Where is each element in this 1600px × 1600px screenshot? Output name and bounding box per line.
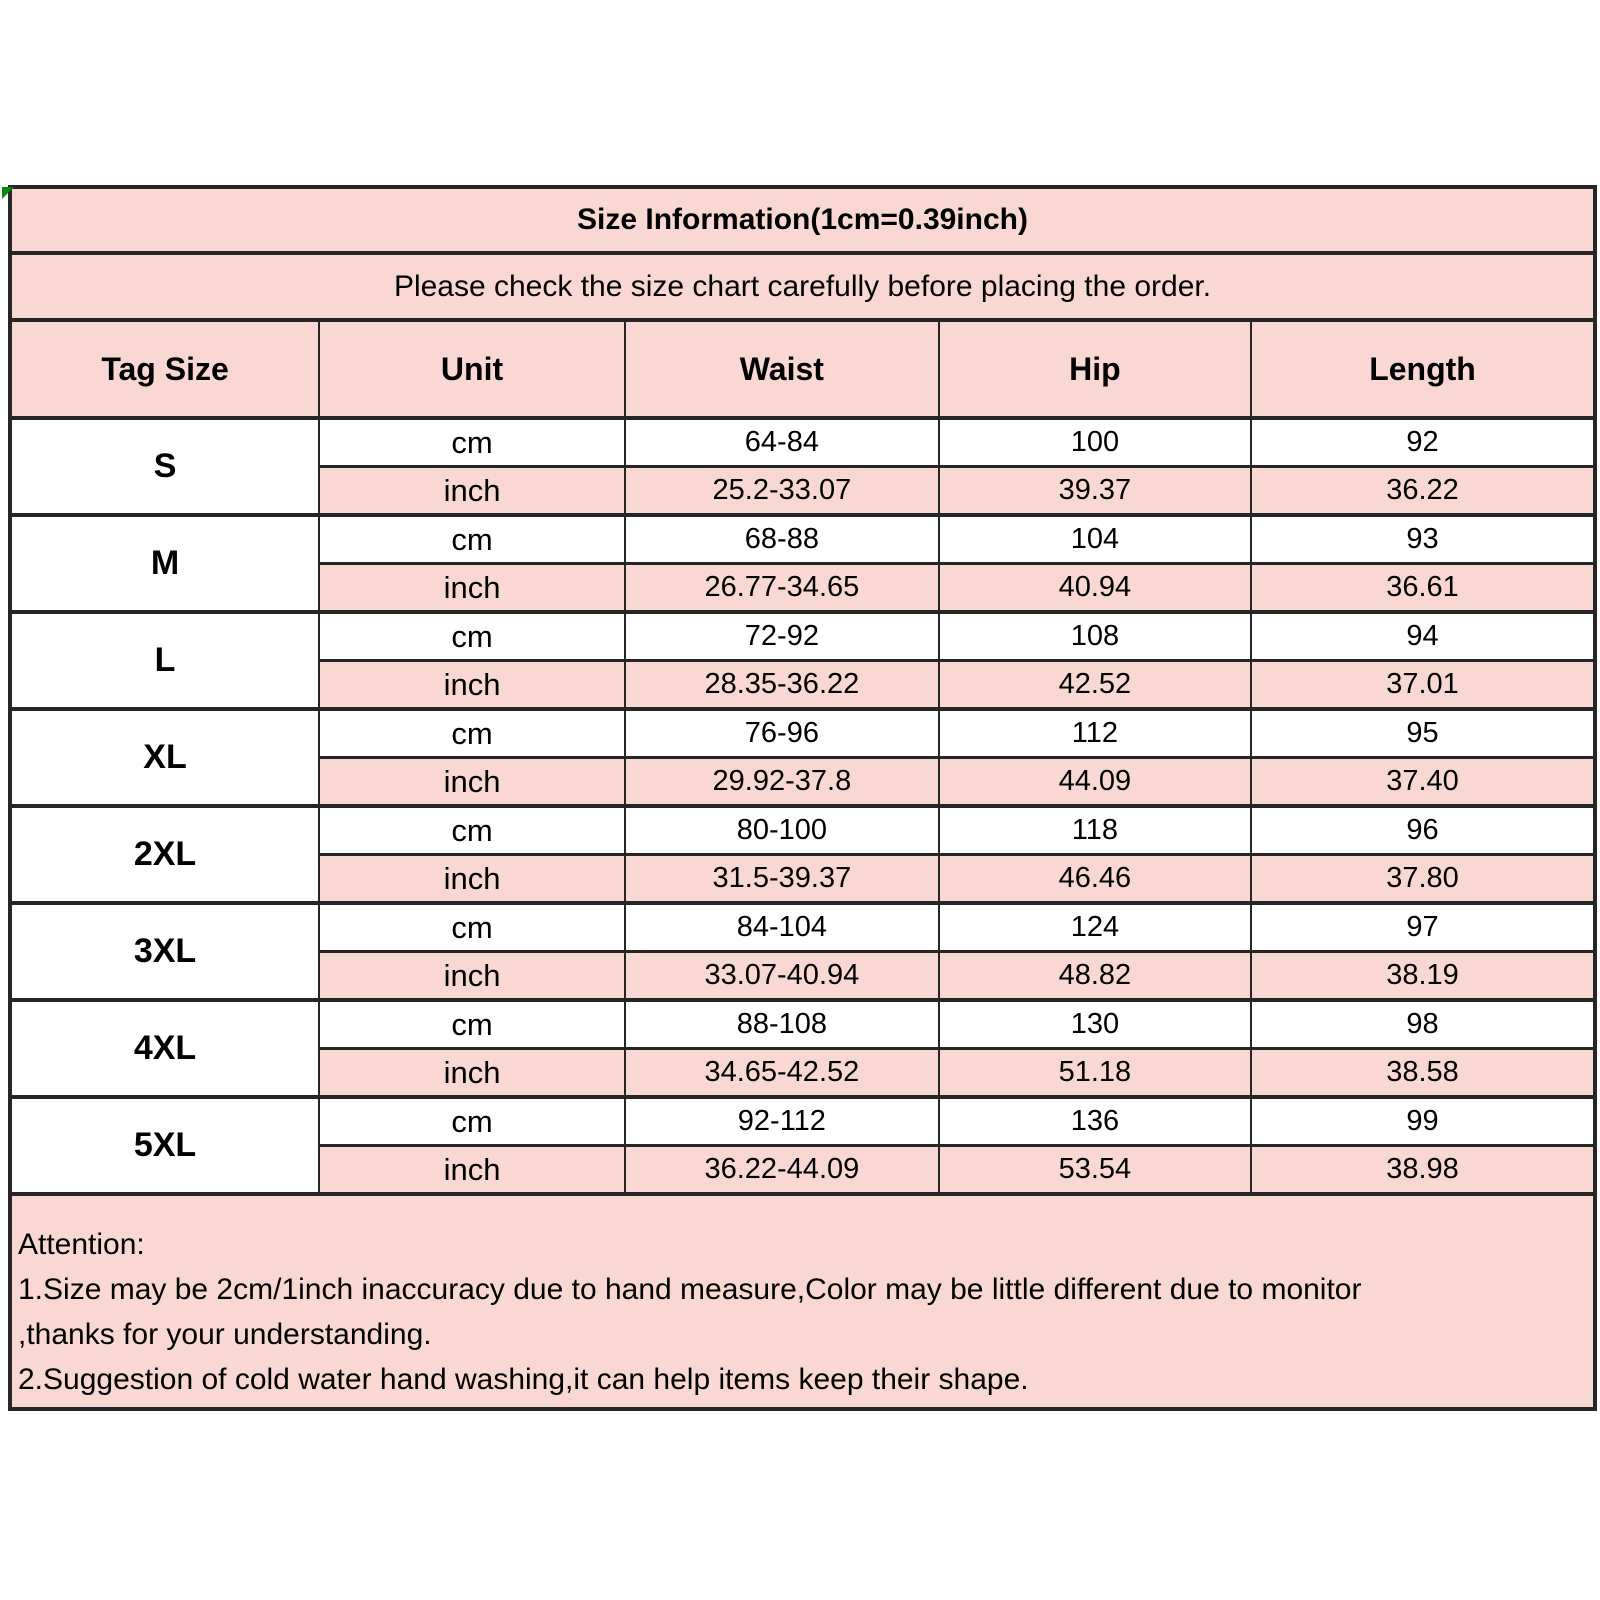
waist-cell: 28.35-36.22	[625, 661, 939, 710]
waist-cell: 84-104	[625, 903, 939, 952]
size-cell: 2XL	[10, 806, 319, 903]
attention-line-2: ,thanks for your understanding.	[18, 1318, 432, 1351]
waist-cell: 31.5-39.37	[625, 855, 939, 904]
hip-cell: 124	[939, 903, 1251, 952]
waist-cell: 88-108	[625, 1000, 939, 1049]
unit-cell: cm	[319, 1000, 625, 1049]
hip-cell: 44.09	[939, 758, 1251, 807]
size-cell: 4XL	[10, 1000, 319, 1097]
hip-cell: 104	[939, 515, 1251, 564]
length-cell: 36.22	[1251, 467, 1595, 516]
attention-line-1: 1.Size may be 2cm/1inch inaccuracy due to hand measure,Color may be little different due to monitor	[18, 1273, 1362, 1306]
header-tag-size: Tag Size	[10, 320, 319, 418]
table-row	[10, 515, 1595, 564]
length-cell: 36.61	[1251, 564, 1595, 613]
table-row	[10, 418, 1595, 467]
table-row	[10, 903, 1595, 952]
table-row	[10, 1097, 1595, 1146]
size-table	[8, 185, 1597, 1196]
subtitle-text: Please check the size chart carefully before placing the order.	[10, 253, 1595, 320]
subtitle-row	[10, 253, 1595, 320]
table-row	[10, 1000, 1595, 1049]
waist-cell: 68-88	[625, 515, 939, 564]
header-waist: Waist	[625, 320, 939, 418]
hip-cell: 48.82	[939, 952, 1251, 1001]
waist-cell: 29.92-37.8	[625, 758, 939, 807]
length-cell: 95	[1251, 709, 1595, 758]
length-cell: 37.80	[1251, 855, 1595, 904]
header-hip: Hip	[939, 320, 1251, 418]
unit-cell: inch	[319, 661, 625, 710]
size-cell: 5XL	[10, 1097, 319, 1194]
length-cell: 38.98	[1251, 1146, 1595, 1195]
unit-cell: cm	[319, 806, 625, 855]
length-cell: 38.58	[1251, 1049, 1595, 1098]
header-unit: Unit	[319, 320, 625, 418]
length-cell: 99	[1251, 1097, 1595, 1146]
waist-cell: 80-100	[625, 806, 939, 855]
hip-cell: 118	[939, 806, 1251, 855]
waist-cell: 76-96	[625, 709, 939, 758]
unit-cell: cm	[319, 1097, 625, 1146]
waist-cell: 36.22-44.09	[625, 1146, 939, 1195]
hip-cell: 112	[939, 709, 1251, 758]
hip-cell: 53.54	[939, 1146, 1251, 1195]
unit-cell: inch	[319, 1146, 625, 1195]
size-cell: S	[10, 418, 319, 515]
unit-cell: inch	[319, 467, 625, 516]
length-cell: 94	[1251, 612, 1595, 661]
hip-cell: 136	[939, 1097, 1251, 1146]
unit-cell: cm	[319, 903, 625, 952]
waist-cell: 26.77-34.65	[625, 564, 939, 613]
title-row	[10, 187, 1595, 253]
size-chart-sheet	[8, 185, 1597, 1411]
length-cell: 37.01	[1251, 661, 1595, 710]
waist-cell: 33.07-40.94	[625, 952, 939, 1001]
length-cell: 37.40	[1251, 758, 1595, 807]
waist-cell: 92-112	[625, 1097, 939, 1146]
header-length: Length	[1251, 320, 1595, 418]
hip-cell: 130	[939, 1000, 1251, 1049]
unit-cell: cm	[319, 418, 625, 467]
header-row	[10, 320, 1595, 418]
length-cell: 96	[1251, 806, 1595, 855]
unit-cell: inch	[319, 1049, 625, 1098]
green-corner-marker-icon	[2, 187, 14, 199]
attention-note	[8, 1192, 1597, 1411]
waist-cell: 34.65-42.52	[625, 1049, 939, 1098]
attention-heading: Attention:	[18, 1228, 145, 1261]
size-cell: L	[10, 612, 319, 709]
waist-cell: 72-92	[625, 612, 939, 661]
length-cell: 97	[1251, 903, 1595, 952]
unit-cell: inch	[319, 952, 625, 1001]
hip-cell: 39.37	[939, 467, 1251, 516]
unit-cell: inch	[319, 758, 625, 807]
length-cell: 92	[1251, 418, 1595, 467]
hip-cell: 46.46	[939, 855, 1251, 904]
waist-cell: 64-84	[625, 418, 939, 467]
size-cell: M	[10, 515, 319, 612]
hip-cell: 51.18	[939, 1049, 1251, 1098]
unit-cell: inch	[319, 855, 625, 904]
waist-cell: 25.2-33.07	[625, 467, 939, 516]
length-cell: 38.19	[1251, 952, 1595, 1001]
unit-cell: cm	[319, 612, 625, 661]
length-cell: 98	[1251, 1000, 1595, 1049]
hip-cell: 100	[939, 418, 1251, 467]
hip-cell: 40.94	[939, 564, 1251, 613]
length-cell: 93	[1251, 515, 1595, 564]
attention-line-3: 2.Suggestion of cold water hand washing,it can help items keep their shape.	[18, 1363, 1029, 1396]
table-row	[10, 806, 1595, 855]
unit-cell: cm	[319, 709, 625, 758]
size-cell: 3XL	[10, 903, 319, 1000]
hip-cell: 42.52	[939, 661, 1251, 710]
table-row	[10, 612, 1595, 661]
table-row	[10, 709, 1595, 758]
unit-cell: cm	[319, 515, 625, 564]
size-cell: XL	[10, 709, 319, 806]
page-title: Size Information(1cm=0.39inch)	[10, 187, 1595, 253]
unit-cell: inch	[319, 564, 625, 613]
hip-cell: 108	[939, 612, 1251, 661]
